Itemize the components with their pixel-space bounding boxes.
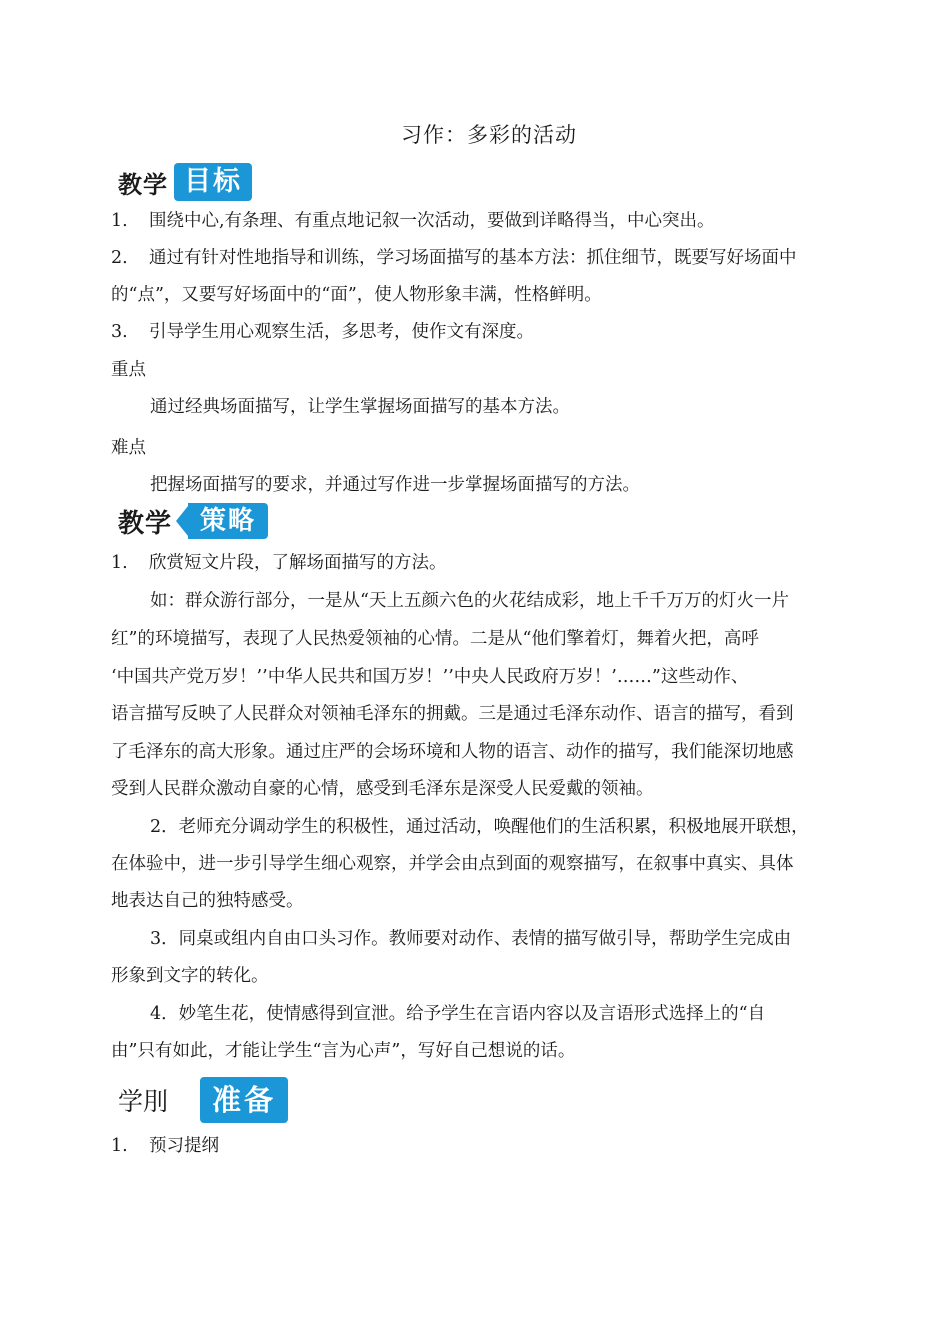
strategy-item-1 bbox=[111, 551, 447, 575]
section-header-strategy-badge: 策略 bbox=[188, 503, 268, 539]
strategy-line: 2．老师充分调动学生的积极性，通过活动，唤醒他们的生活积累，积极地展开联想， bbox=[150, 817, 809, 837]
strategy-line: 红”的环境描写，表现了人民热爱领袖的心情。二是从“他们擎着灯，舞着火把，高呼 bbox=[111, 629, 759, 649]
strategy-line: 3．同桌或组内自由口头习作。教师要对动作、表情的描写做引导，帮助学生完成由 bbox=[150, 929, 792, 949]
strategy-line: 在体验中，进一步引导学生细心观察，并学会由点到面的观察描写，在叙事中真实、具体 bbox=[111, 854, 794, 874]
strategy-line: 如：群众游行部分，一是从“天上五颜六色的火花结成彩，地上千千万万的灯火一片 bbox=[150, 591, 789, 611]
arrow-icon bbox=[176, 506, 188, 536]
strategy-line: 地表达自己的独特感受。 bbox=[111, 891, 304, 911]
strategy-text: 欣赏短文片段，了解场面描写的方法。 bbox=[149, 553, 447, 573]
goal-text: 的“点”，又要写好场面中的“面”，使人物形象丰满，性格鲜明。 bbox=[111, 285, 602, 305]
strategy-line: 形象到文字的转化。 bbox=[111, 966, 269, 986]
goal-text: 围绕中心,有条理、有重点地记叙一次活动，要做到详略得当，中心突出。 bbox=[149, 211, 715, 231]
prep-text: 预习提纲 bbox=[149, 1136, 219, 1156]
goal-item-3 bbox=[111, 320, 534, 344]
strategy-line: ‘中国共产党万岁！’’中华人民共和国万岁！’’中央人民政府万岁！’……”这些动作、 bbox=[111, 667, 749, 687]
section-header-prep-badge: 准备 bbox=[200, 1077, 288, 1123]
strategy-line: 4．妙笔生花，使情感得到宣泄。给予学生在言语内容以及言语形式选择上的“自 bbox=[150, 1004, 766, 1024]
section-header-strategy bbox=[118, 499, 268, 543]
section-header-goals-badge: 目标 bbox=[174, 163, 252, 201]
section-header-goals-label: 教学 bbox=[118, 170, 168, 199]
section-header-prep-label: 学刖 bbox=[118, 1087, 169, 1116]
prep-item-1 bbox=[111, 1134, 219, 1158]
section-header-prep bbox=[118, 1076, 288, 1124]
goal-item-2-continued bbox=[111, 283, 602, 307]
goal-text: 引导学生用心观察生活，多思考，使作文有深度。 bbox=[149, 322, 534, 342]
goal-number: 3. bbox=[111, 322, 128, 342]
section-header-goals bbox=[118, 160, 252, 204]
strategy-line: 语言描写反映了人民群众对领袖毛泽东的拥戴。三是通过毛泽东动作、语言的描写，看到 bbox=[111, 704, 794, 724]
section-header-strategy-label: 教学 bbox=[118, 508, 173, 539]
difficulty-label: 难点 bbox=[111, 438, 146, 458]
key-point-label: 重点 bbox=[111, 360, 146, 380]
difficulty-text: 把握场面描写的要求，并通过写作进一步掌握场面描写的方法。 bbox=[150, 475, 640, 495]
goal-text: 通过有针对性地指导和训练，学习场面描写的基本方法：抓住细节，既要写好场面中 bbox=[149, 248, 797, 268]
strategy-line: 由”只有如此，才能让学生“言为心声”，写好自己想说的话。 bbox=[111, 1041, 576, 1061]
strategy-line: 了毛泽东的高大形象。通过庄严的会场环境和人物的语言、动作的描写，我们能深切地感 bbox=[111, 742, 794, 762]
goal-number: 2. bbox=[111, 248, 128, 268]
key-point-text: 通过经典场面描写，让学生掌握场面描写的基本方法。 bbox=[150, 397, 570, 417]
goal-item-2 bbox=[111, 246, 797, 270]
goal-item-1 bbox=[111, 209, 715, 233]
prep-number: 1. bbox=[111, 1136, 128, 1156]
goal-number: 1. bbox=[111, 211, 128, 231]
strategy-number: 1. bbox=[111, 553, 128, 573]
strategy-line: 受到人民群众激动自豪的心情，感受到毛泽东是深受人民爱戴的领袖。 bbox=[111, 779, 654, 799]
page-title: 习作：多彩的活动 bbox=[401, 123, 577, 147]
